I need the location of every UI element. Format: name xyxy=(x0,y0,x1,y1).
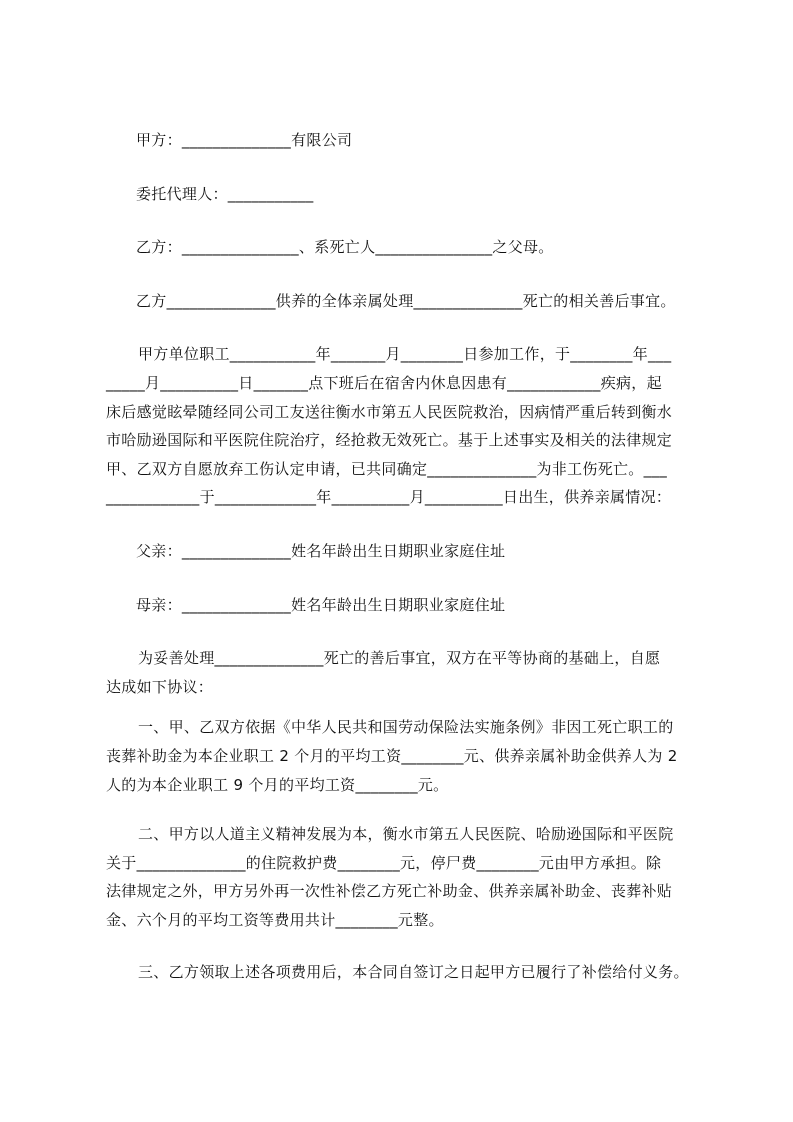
facts-line: 甲、乙双方自愿放弃工伤认定申请，已共同确定______________为非工伤死亡。___ xyxy=(106,460,668,478)
party-b-line: 乙方：_______________、系死亡人_______________之父母。 xyxy=(136,238,554,256)
father-line: 父亲：______________姓名年龄出生日期职业家庭住址 xyxy=(136,542,506,560)
clause-2-line: 二、甲方以人道主义精神发展为本，衡水市第五人民医院、哈励逊国际和平医院 xyxy=(138,825,674,843)
facts-line: _____月__________日_______点下班后在宿舍内休息因患有____________疾病，起 xyxy=(106,374,662,392)
clause-2-line: 金、六个月的平均工资等费用共计________元整。 xyxy=(106,911,444,929)
clause-1-line: 丧葬补助金为本企业职工 2 个月的平均工资________元、供养亲属补助金供养人为 2 xyxy=(106,747,678,765)
clause-2-line: 法律规定之外，甲方另外再一次性补偿乙方死亡补助金、供养亲属补助金、丧葬补贴 xyxy=(106,882,673,900)
clause-2-line: 关于______________的住院救护费________元，停尸费________元由甲方承担。除 xyxy=(106,854,662,872)
clause-1-line: 一、甲、乙双方依据《中华人民共和国劳动保险法实施条例》非因工死亡职工的 xyxy=(138,718,674,736)
clause-1-line: 人的为本企业职工 9 个月的平均工资________元。 xyxy=(106,776,449,794)
clause-3-line: 三、乙方领取上述各项费用后，本合同自签订之日起甲方已履行了补偿给付义务。 xyxy=(138,963,689,981)
facts-line: 甲方单位职工___________年_______月________日参加工作，于________年___ xyxy=(138,345,672,363)
facts-line: 市哈励逊国际和平医院住院治疗，经抢救无效死亡。基于上述事实及相关的法律规定 xyxy=(106,431,673,449)
party-b-dependents-line: 乙方______________供养的全体亲属处理______________死亡的相关善后事宜。 xyxy=(136,292,676,310)
intro-line: 为妥善处理______________死亡的善后事宜，双方在平等协商的基础上，自愿 xyxy=(138,649,661,667)
facts-line: ____________于_____________年__________月__________日出生，供养亲属情况： xyxy=(106,488,672,506)
mother-line: 母亲：______________姓名年龄出生日期职业家庭住址 xyxy=(136,596,506,614)
agent-line: 委托代理人：___________ xyxy=(136,185,314,203)
intro-line: 达成如下协议： xyxy=(106,678,214,696)
party-a-line: 甲方：______________有限公司 xyxy=(136,131,353,149)
facts-line: 床后感觉眩晕随经同公司工友送往衡水市第五人民医院救治，因病情严重后转到衡水 xyxy=(106,403,673,421)
